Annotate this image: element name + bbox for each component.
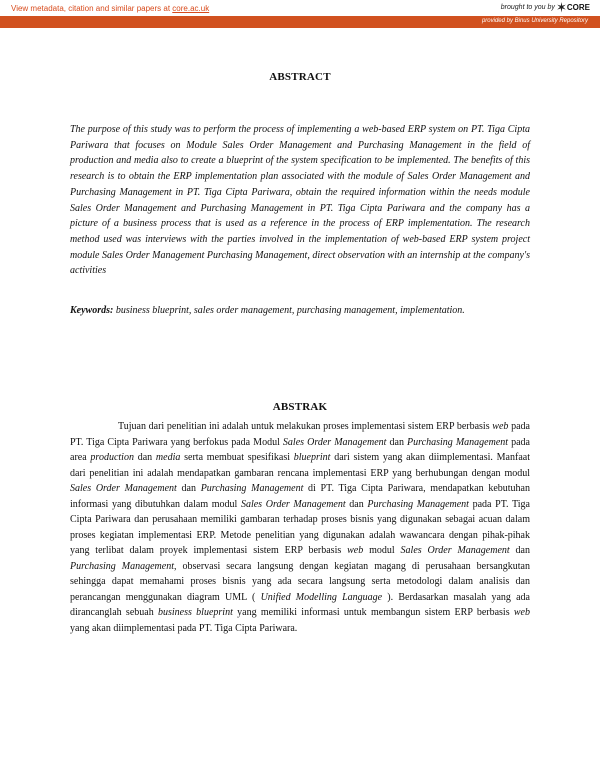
abstract-en-body: The purpose of this study was to perform the process of implementing a web-based ERP system on PT. Tiga Cipta Pariwara that focuses on Module Sales Order Management and Purchasing Management in the field of production and media also to create a blueprint of the system specification to be implemented. The benefits of this research is to obtain the ERP implementation plan associated with the module of Sales Order Management and Purchasing Management in PT. Tiga Cipta Pariwara, obtain the required information within the needs module Sales Order Management and Purchasing Management in PT. Tiga Cipta Pariwara and the company has a picture of a business process that is used as a reference in the process of ERP implementation. The research method used was interviews with the parties involved in the implementation of web-based ERP system project module Sales Order Management Purchasing Management, direct observation with an internship at the company's activities: [70, 124, 530, 277]
brought-to-you-by: [501, 2, 590, 13]
abstrak-text-run: dan: [509, 545, 530, 556]
abstrak-italic-term: Unified Modelling Language: [260, 591, 383, 603]
core-brand-text: CORE: [566, 3, 590, 12]
abstrak-italic-term: Purchasing Management: [200, 483, 304, 494]
abstrak-italic-term: Sales Order Management: [282, 436, 387, 448]
abstrak-italic-term: Purchasing Management: [407, 436, 509, 448]
abstrak-text-run: dan: [386, 436, 408, 448]
abstrak-italic-term: Purchasing Management: [70, 560, 174, 572]
repository-bar: [0, 16, 600, 28]
abstrak-text-run: ). Berdasarkan masalah yang ada dirancanglah sebuah: [70, 591, 530, 618]
brought-text: brought to you by: [500, 4, 555, 11]
core-logo-icon: [557, 2, 566, 13]
abstract-title: ABSTRACT: [269, 71, 331, 83]
abstrak-italic-term: web: [347, 545, 364, 556]
abstrak-text-run: dan: [133, 452, 156, 463]
keywords-list: business blueprint, sales order management, purchasing management, implementation.: [115, 305, 465, 316]
abstrak-title: ABSTRAK: [272, 401, 328, 413]
abstrak-text-run: serta membuat spesifikasi: [180, 452, 294, 463]
keywords-label: Keywords:: [70, 305, 114, 316]
provided-by-text: provided by Binus University Repository: [481, 18, 588, 24]
abstrak-text-run: yang akan diimplementasi pada PT. Tiga Cipta Pariwara.: [70, 622, 298, 634]
abstrak-italic-term: Purchasing Management: [367, 498, 469, 510]
abstrak-italic-term: media: [155, 452, 181, 463]
core-link-text: View metadata, citation and similar papers at: [11, 4, 173, 13]
abstrak-text-run: , observasi secara langsung dengan kegiatan magang di perusahaan bersangkutan sehingga dapat memahami proses bisnis yang ada secara langsung serta metodologi dalam analisis dan perancangan menggunakan diagram UML (: [70, 560, 530, 603]
abstrak-italic-term: web: [492, 421, 509, 432]
core-top-bar: [0, 0, 600, 16]
abstrak-text-run: pada area: [70, 436, 530, 463]
abstrak-paragraph: [70, 419, 530, 636]
abstrak-body: [70, 419, 530, 636]
core-link-domain[interactable]: core.ac.uk: [172, 4, 210, 13]
abstrak-text-run: di PT. Tiga Cipta Pariwara, mendapatkan kebutuhan informasi yang dibutuhkan dalam modul: [70, 483, 530, 510]
core-metadata-link[interactable]: [11, 4, 209, 13]
abstrak-italic-term: business blueprint: [158, 607, 233, 618]
abstrak-text-run: modul: [363, 545, 401, 556]
abstrak-text-run: pada PT. Tiga Cipta Pariwara yang berfokus pada Modul: [70, 421, 530, 448]
abstrak-italic-term: Sales Order Management: [240, 498, 346, 510]
abstrak-italic-term: blueprint: [293, 452, 331, 463]
abstrak-italic-term: production: [90, 452, 134, 463]
abstrak-text-run: Tujuan dari penelitian ini adalah untuk melakukan proses implementasi sistem ERP berbasis: [118, 421, 493, 432]
abstrak-italic-term: Sales Order Management: [400, 545, 510, 556]
abstrak-text-run: pada PT. Tiga Cipta Pariwara dan perusahaan memiliki gambaran terhadap proses bisnis yang digunakan sebagai acuan dalam proses kegiatan implementasi ERP. Metode penelitian yang digunakan adalah wawancara dengan pihak-pihak yang terlibat dalam proyek implementasi sistem ERP berbasis: [70, 498, 530, 556]
abstrak-text-run: dan: [176, 483, 201, 494]
abstrak-italic-term: web: [513, 607, 530, 618]
abstrak-italic-term: Sales Order Management: [70, 483, 177, 494]
abstrak-text-run: yang memiliki informasi untuk membangun sistem ERP berbasis: [232, 607, 514, 618]
abstrak-text-run: dan: [345, 498, 368, 510]
abstrak-text-run: dari sistem yang akan diimplementasi. Manfaat dari penelitian ini adalah mendapatkan gambaran rencana implementasi ERP yang berhubungan dengan modul: [70, 452, 530, 479]
core-logo[interactable]: [557, 2, 590, 13]
keywords-line: [70, 303, 530, 319]
